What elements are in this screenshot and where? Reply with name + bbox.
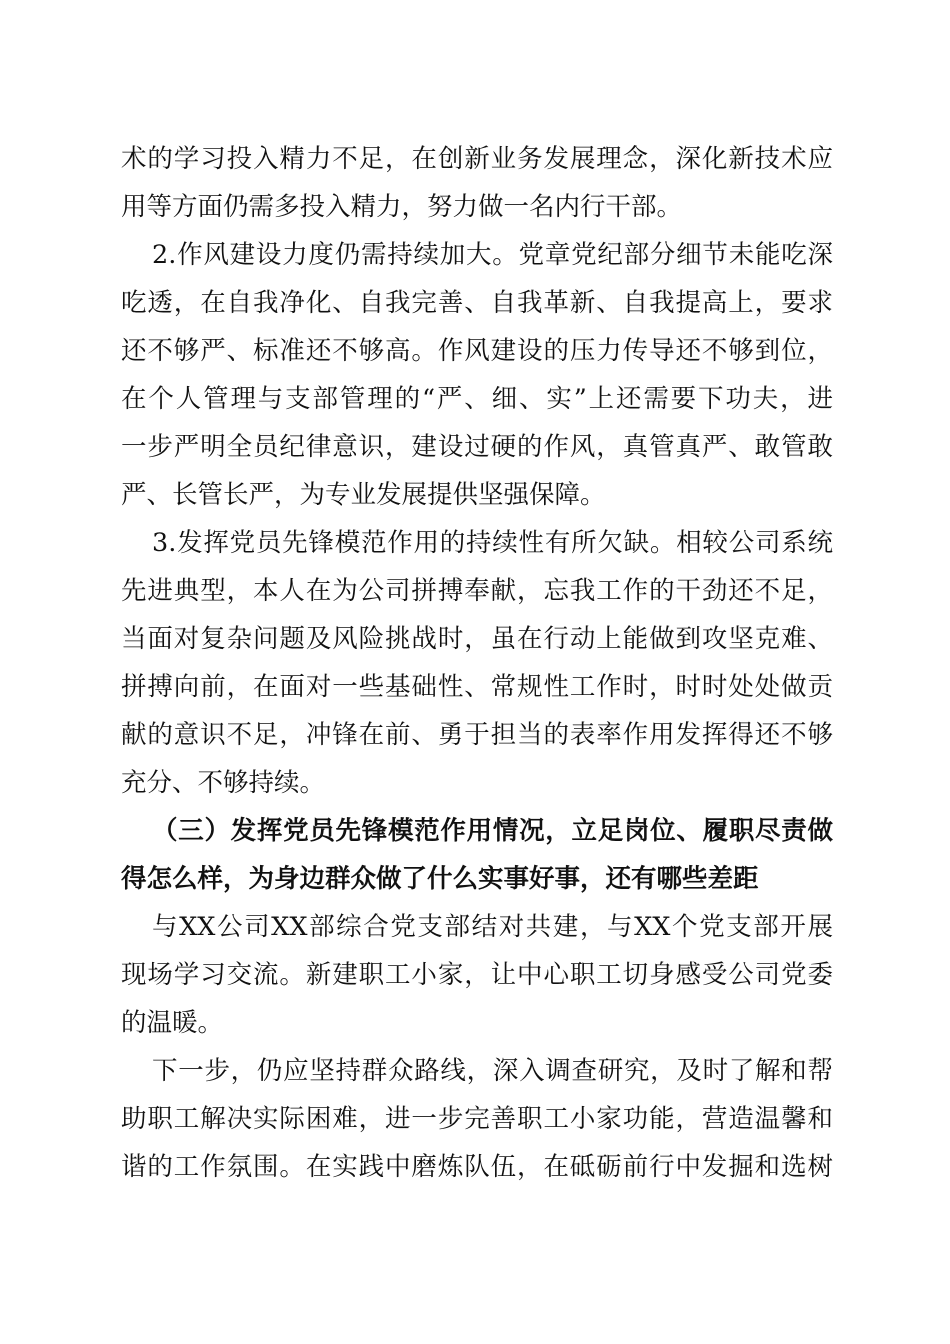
text-line: 吃透，在自我净化、自我完善、自我革新、自我提高上，要求 — [121, 288, 833, 318]
text-line: 助职工解决实际困难，进一步完善职工小家功能，营造温馨和 — [121, 1104, 833, 1134]
text-line: 的温暖。 — [121, 1008, 224, 1038]
text-line: 术的学习投入精力不足，在创新业务发展理念，深化新技术应 — [121, 144, 833, 174]
text-line: 严、长管长严，为专业发展提供坚强保障。 — [121, 480, 606, 510]
text-line: 献的意识不足，冲锋在前、勇于担当的表率作用发挥得还不够 — [121, 720, 833, 750]
text-line: 3.发挥党员先锋模范作用的持续性有所欠缺。相较公司系统 — [152, 528, 833, 558]
text-line: 在个人管理与支部管理的“严、细、实”上还需要下功夫，进 — [121, 384, 833, 414]
text-line: 充分、不够持续。 — [121, 768, 326, 798]
text-line: 2.作风建设力度仍需持续加大。党章党纪部分细节未能吃深 — [152, 240, 833, 270]
text-line: 先进典型，本人在为公司拼搏奉献，忘我工作的干劲还不足， — [121, 576, 833, 606]
text-line: 下一步，仍应坚持群众路线，深入调查研究，及时了解和帮 — [152, 1056, 833, 1086]
text-line: 当面对复杂问题及风险挑战时，虽在行动上能做到攻坚克难、 — [121, 624, 833, 654]
section-heading: 得怎么样，为身边群众做了什么实事好事，还有哪些差距 — [121, 864, 759, 894]
text-line: 现场学习交流。新建职工小家，让中心职工切身感受公司党委 — [121, 960, 833, 990]
text-line: 谐的工作氛围。在实践中磨炼队伍，在砥砺前行中发掘和选树 — [121, 1152, 833, 1182]
text-line: 用等方面仍需多投入精力，努力做一名内行干部。 — [121, 192, 683, 222]
text-line: 还不够严、标准还不够高。作风建设的压力传导还不够到位， — [121, 336, 833, 366]
text-line: 拼搏向前，在面对一些基础性、常规性工作时，时时处处做贡 — [121, 672, 833, 702]
text-line: 一步严明全员纪律意识，建设过硬的作风，真管真严、敢管敢 — [121, 432, 833, 462]
text-line: 与XX公司XX部综合党支部结对共建，与XX个党支部开展 — [152, 912, 833, 942]
section-heading: （三）发挥党员先锋模范作用情况，立足岗位、履职尽责做 — [152, 816, 833, 846]
